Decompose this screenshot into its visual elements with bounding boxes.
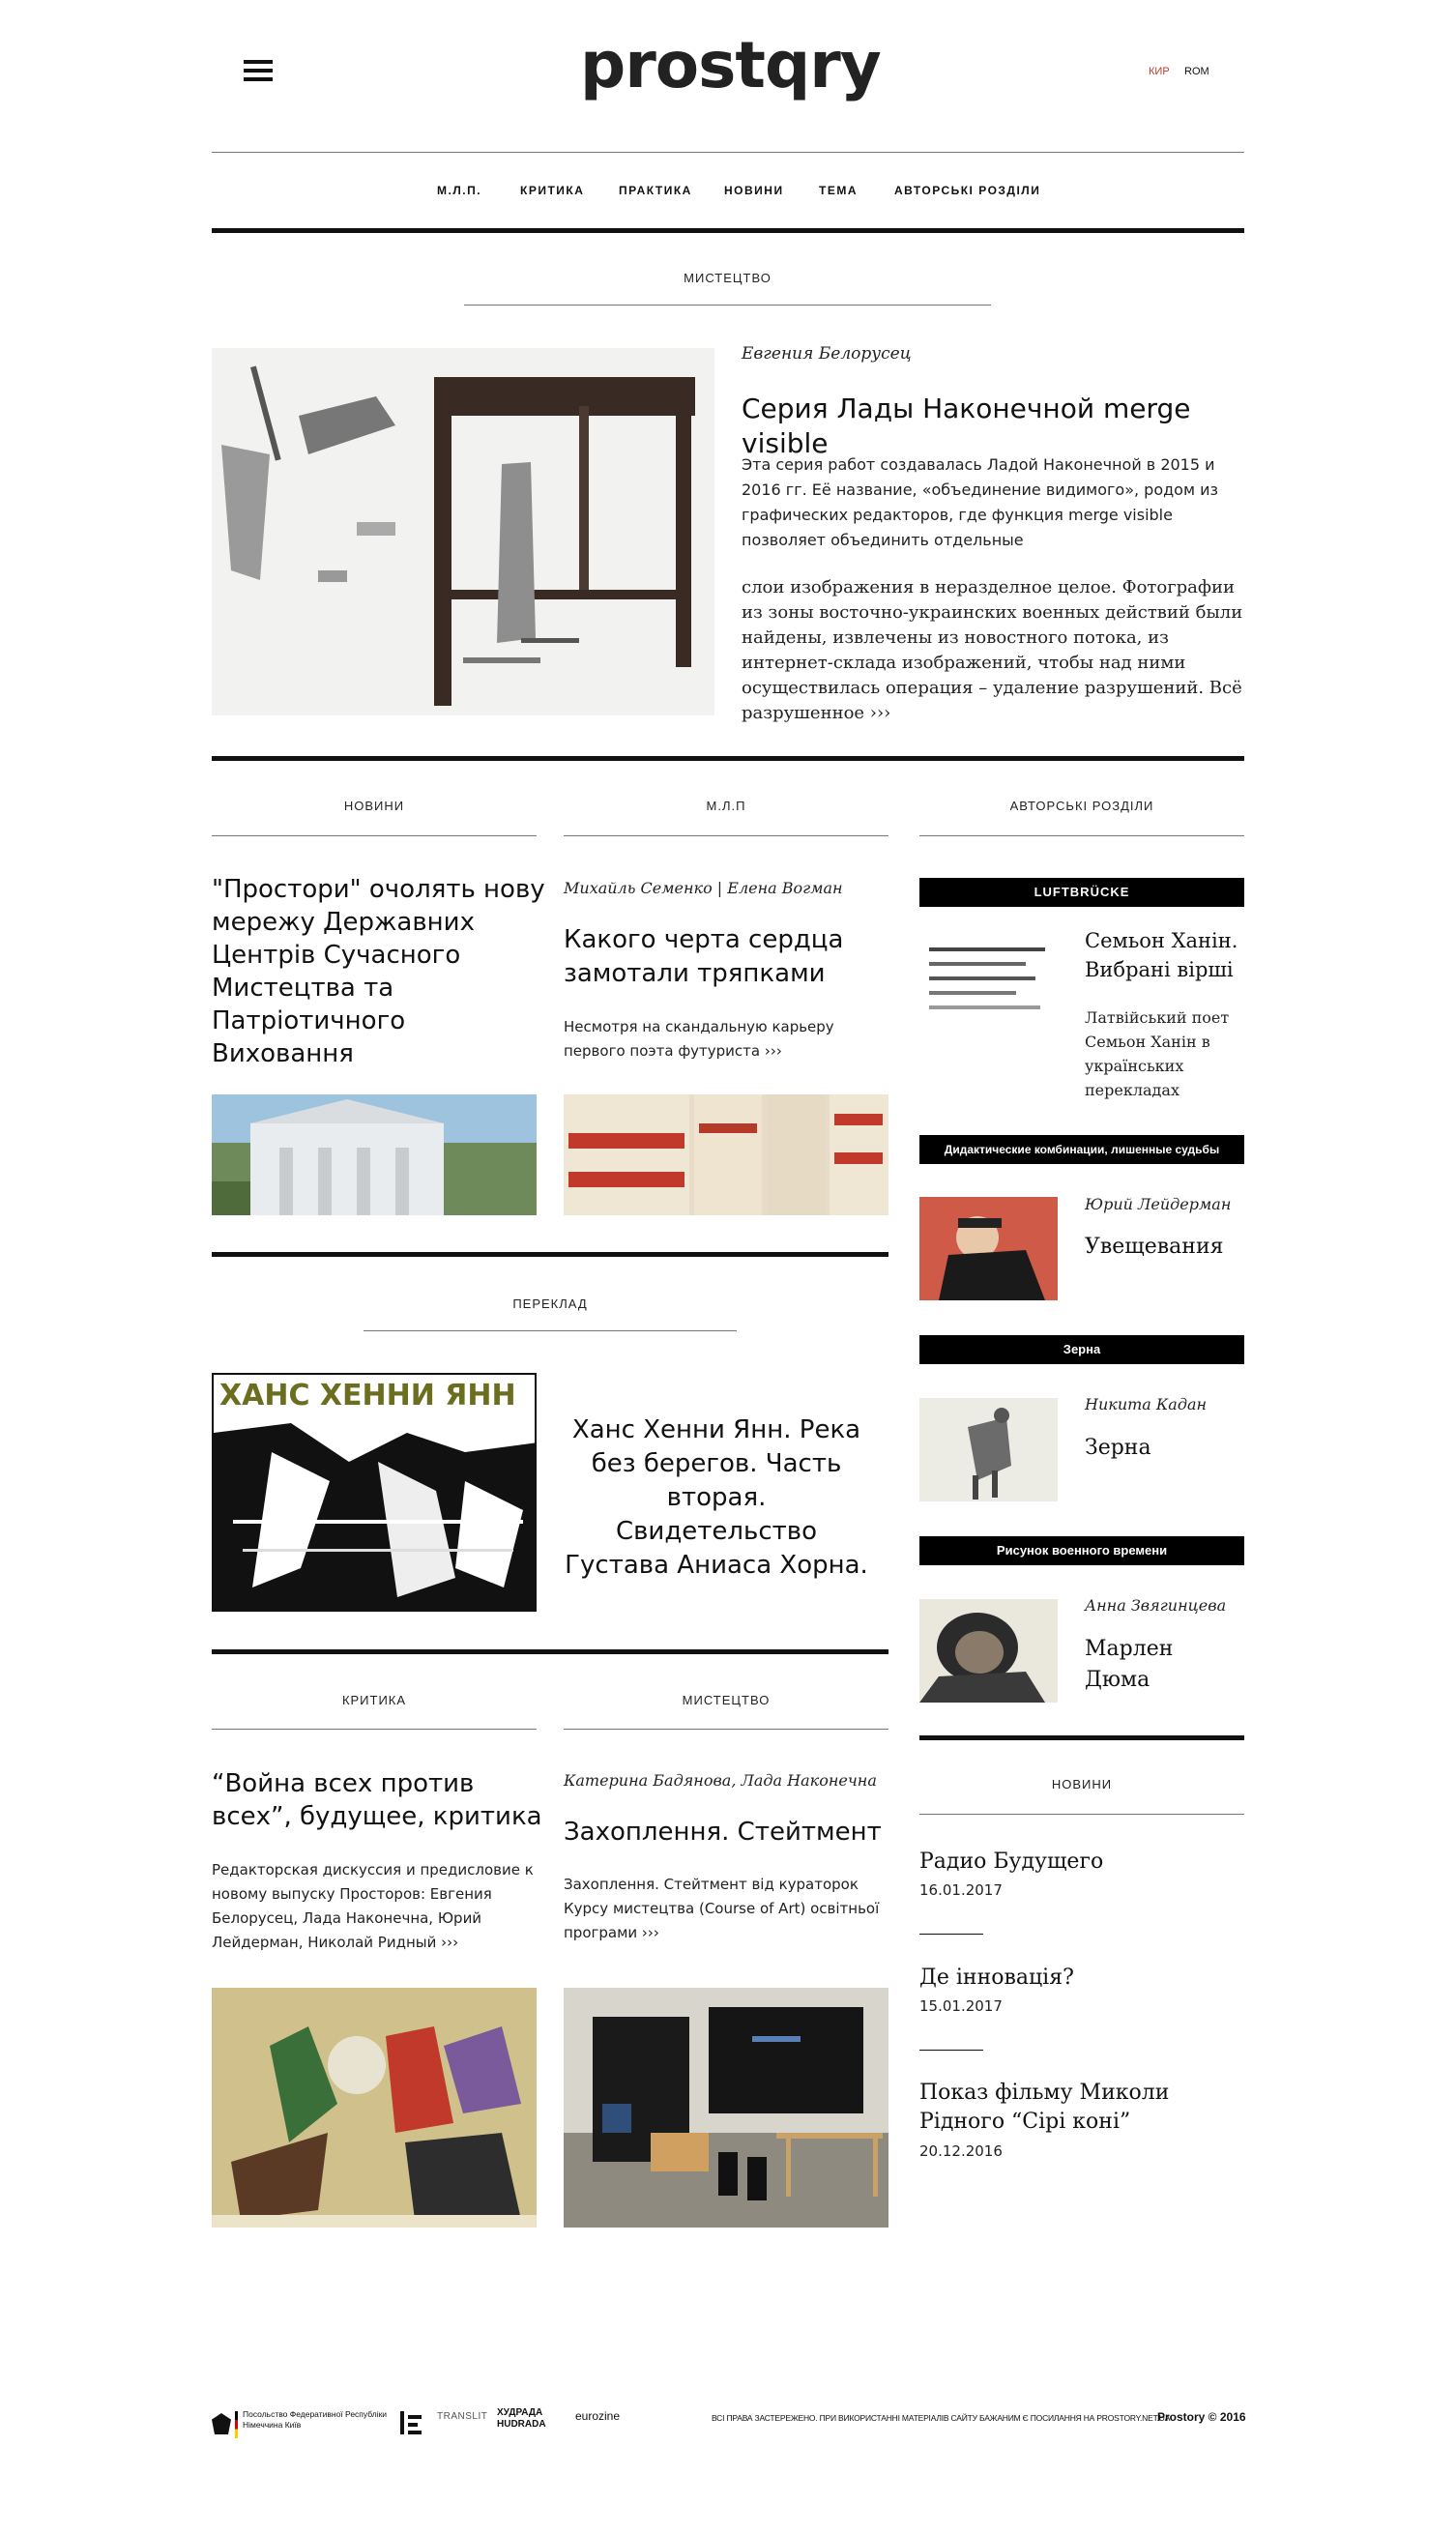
- author-item-4-title[interactable]: Марлен Дюма: [1085, 1637, 1174, 1692]
- critique-image[interactable]: [212, 1988, 537, 2228]
- row2-divider: [212, 1649, 888, 1654]
- lang-switch-rom[interactable]: ROM: [1184, 66, 1209, 77]
- featured-author[interactable]: Евгения Белорусец: [742, 344, 912, 364]
- translation-image-caption: ХАНС ХЕННИ ЯНН: [219, 1379, 516, 1413]
- nav-mlp[interactable]: М.Л.П.: [437, 184, 482, 197]
- author-section-badge-didactic[interactable]: Дидактические комбинации, лишенные судьбы: [919, 1135, 1244, 1164]
- translation-section-label[interactable]: ПЕРЕКЛАД: [512, 1296, 588, 1311]
- author-item-4-image[interactable]: [919, 1599, 1058, 1703]
- art-author[interactable]: Катерина Бадянова, Лада Наконечна: [564, 1771, 877, 1790]
- nav-critique[interactable]: КРИТИКА: [520, 184, 585, 197]
- art-section-underline: [564, 1729, 888, 1730]
- art-text: Захоплення. Стейтмент від кураторок Курсу мистецтва (Course of Art) освітньої програми ›››: [564, 1876, 880, 1941]
- sidebar-news-1-date: 16.01.2017: [919, 1881, 1003, 1899]
- sidebar-news-section-label[interactable]: НОВИНИ: [1051, 1777, 1113, 1791]
- sidebar-news-sep-1: [919, 1934, 983, 1935]
- author-item-3-author[interactable]: Никита Кадан: [1085, 1395, 1208, 1413]
- news-article-image[interactable]: [212, 1094, 537, 1215]
- featured-section-underline: [464, 305, 991, 306]
- translation-title[interactable]: Ханс Хенни Янн. Река без берегов. Часть вторая. Свидетельство Густава Аниаса Хорна.: [565, 1415, 868, 1580]
- critique-title[interactable]: “Война всех против всех”, будущее, критика: [212, 1769, 542, 1831]
- copyright-text: ВСІ ПРАВА ЗАСТЕРЕЖЕНО. ПРИ ВИКОРИСТАННІ МАТЕРІАЛІВ САЙТУ БАЖАНИМ Є ПОСИЛАННЯ НА PROSTORY.NET.UA: [712, 2413, 1171, 2423]
- menu-icon[interactable]: [244, 60, 273, 85]
- lang-switch-cyr[interactable]: КИР: [1149, 66, 1170, 77]
- mlp-section-label[interactable]: М.Л.П: [706, 799, 746, 813]
- news-section-underline: [212, 835, 537, 836]
- hudrada-logo[interactable]: ХУДРАДА HUDRADA: [497, 2407, 546, 2430]
- mlp-title[interactable]: Какого черта сердца замотали тряпками: [564, 925, 844, 988]
- mlp-section-underline: [564, 835, 888, 836]
- author-section-badge-luftbrucke[interactable]: LUFTBRÜCKE: [919, 878, 1244, 907]
- author-item-3-title[interactable]: Зерна: [1085, 1436, 1151, 1460]
- flag-stripe-icon: [235, 2411, 238, 2438]
- featured-lead: Эта серия работ создавалась Ладой Наконечной в 2015 и 2016 гг. Её название, «объединение видимого», родом из графических редакторов, где функция merge visible позволяет объединить отдельные: [742, 455, 1219, 549]
- featured-image[interactable]: [212, 348, 714, 715]
- author-section-badge-wartime-drawing[interactable]: Рисунок военного времени: [919, 1536, 1244, 1565]
- author-item-1-image[interactable]: [919, 928, 1058, 1032]
- critique-section-underline: [212, 1729, 537, 1730]
- author-item-2-title[interactable]: Увещевания: [1085, 1235, 1224, 1259]
- mlp-text: Несмотря на скандальную карьеру первого поэта футуриста ›››: [564, 1018, 834, 1060]
- nav-theme[interactable]: ТЕМА: [819, 184, 858, 197]
- author-item-2-image[interactable]: [919, 1197, 1058, 1300]
- art-image[interactable]: [564, 1988, 888, 2228]
- authors-section-underline: [919, 835, 1244, 836]
- authors-section-label[interactable]: АВТОРСЬКІ РОЗДІЛИ: [1009, 799, 1154, 813]
- news-section-label[interactable]: НОВИНИ: [343, 799, 405, 813]
- sidebar-news-underline: [919, 1814, 1244, 1815]
- art-title[interactable]: Захоплення. Стейтмент: [564, 1818, 882, 1847]
- mlp-image[interactable]: [564, 1094, 888, 1215]
- row1-divider: [212, 1252, 888, 1257]
- sidebar-news-3-date: 20.12.2016: [919, 2142, 1003, 2160]
- news-article-title[interactable]: "Простори" очолять нову мережу Державних Центрів Сучасного Мистецтва та Патріотичного Виховання: [212, 875, 545, 1068]
- translit-logo[interactable]: TRANSLIT: [437, 2411, 488, 2422]
- header-divider: [212, 152, 1244, 153]
- eurozine-logo[interactable]: eurozine: [575, 2409, 621, 2423]
- sidebar-news-2-title[interactable]: Де інновація?: [919, 1966, 1074, 1990]
- ifa-logo[interactable]: [400, 2411, 425, 2434]
- nav-news[interactable]: НОВИНИ: [724, 184, 784, 197]
- sidebar-news-2-date: 15.01.2017: [919, 1997, 1003, 2015]
- sidebar-news-3-title[interactable]: Показ фільму Миколи Рідного “Сірі коні”: [919, 2081, 1170, 2134]
- embassy-label: Посольство Федеративної Республіки Німеччина Київ: [243, 2409, 388, 2430]
- featured-body: слои изображения в неразделное целое. Фотографии из зоны восточно-украинских военных действий были найдены, извлечены из новостного потока, из интернет-склада изображений, чтобы над ними осуществилась операция – удаление разрушений. Всё разрушенное ›››: [742, 577, 1243, 723]
- nav-divider: [212, 228, 1244, 233]
- nav-author-sections[interactable]: АВТОРСЬКІ РОЗДІЛИ: [894, 184, 1041, 197]
- featured-section-label[interactable]: МИСТЕЦТВО: [684, 271, 772, 285]
- sidebar-news-1-title[interactable]: Радио Будущего: [919, 1850, 1104, 1874]
- author-item-2-author[interactable]: Юрий Лейдерман: [1085, 1195, 1232, 1213]
- german-embassy-logo[interactable]: [212, 2409, 405, 2444]
- mlp-author[interactable]: Михайль Семенко | Елена Вогман: [564, 879, 843, 897]
- eagle-icon: [212, 2413, 231, 2434]
- sidebar-news-sep-2: [919, 2050, 983, 2051]
- translation-section-underline: [364, 1330, 737, 1331]
- author-item-3-image[interactable]: [919, 1398, 1058, 1501]
- author-item-1-text: Латвійський поет Семьон Ханін в українських перекладах: [1085, 1008, 1230, 1099]
- critique-section-label[interactable]: КРИТИКА: [341, 1693, 407, 1707]
- critique-text: Редакторская дискуссия и предисловие к новому выпуску Просторов: Евгения Белорусец, Лада Наконечна, Юрий Лейдерман, Николай Ридный ›››: [212, 1861, 534, 1951]
- author-section-badge-zerna[interactable]: Зерна: [919, 1335, 1244, 1364]
- translation-image[interactable]: [212, 1373, 537, 1612]
- footer-brand[interactable]: Prostory © 2016: [1157, 2410, 1246, 2424]
- author-item-1-title[interactable]: Семьон Ханін. Вибрані вірші: [1085, 929, 1238, 981]
- sidebar-divider: [919, 1735, 1244, 1740]
- site-logo[interactable]: prostqry: [580, 28, 881, 102]
- featured-title[interactable]: Серия Лады Наконечной merge visible: [742, 393, 1191, 459]
- author-item-4-author[interactable]: Анна Звягинцева: [1085, 1596, 1227, 1615]
- art-section-label[interactable]: МИСТЕЦТВО: [682, 1693, 771, 1707]
- nav-practice[interactable]: ПРАКТИКА: [619, 184, 692, 197]
- featured-divider: [212, 756, 1244, 761]
